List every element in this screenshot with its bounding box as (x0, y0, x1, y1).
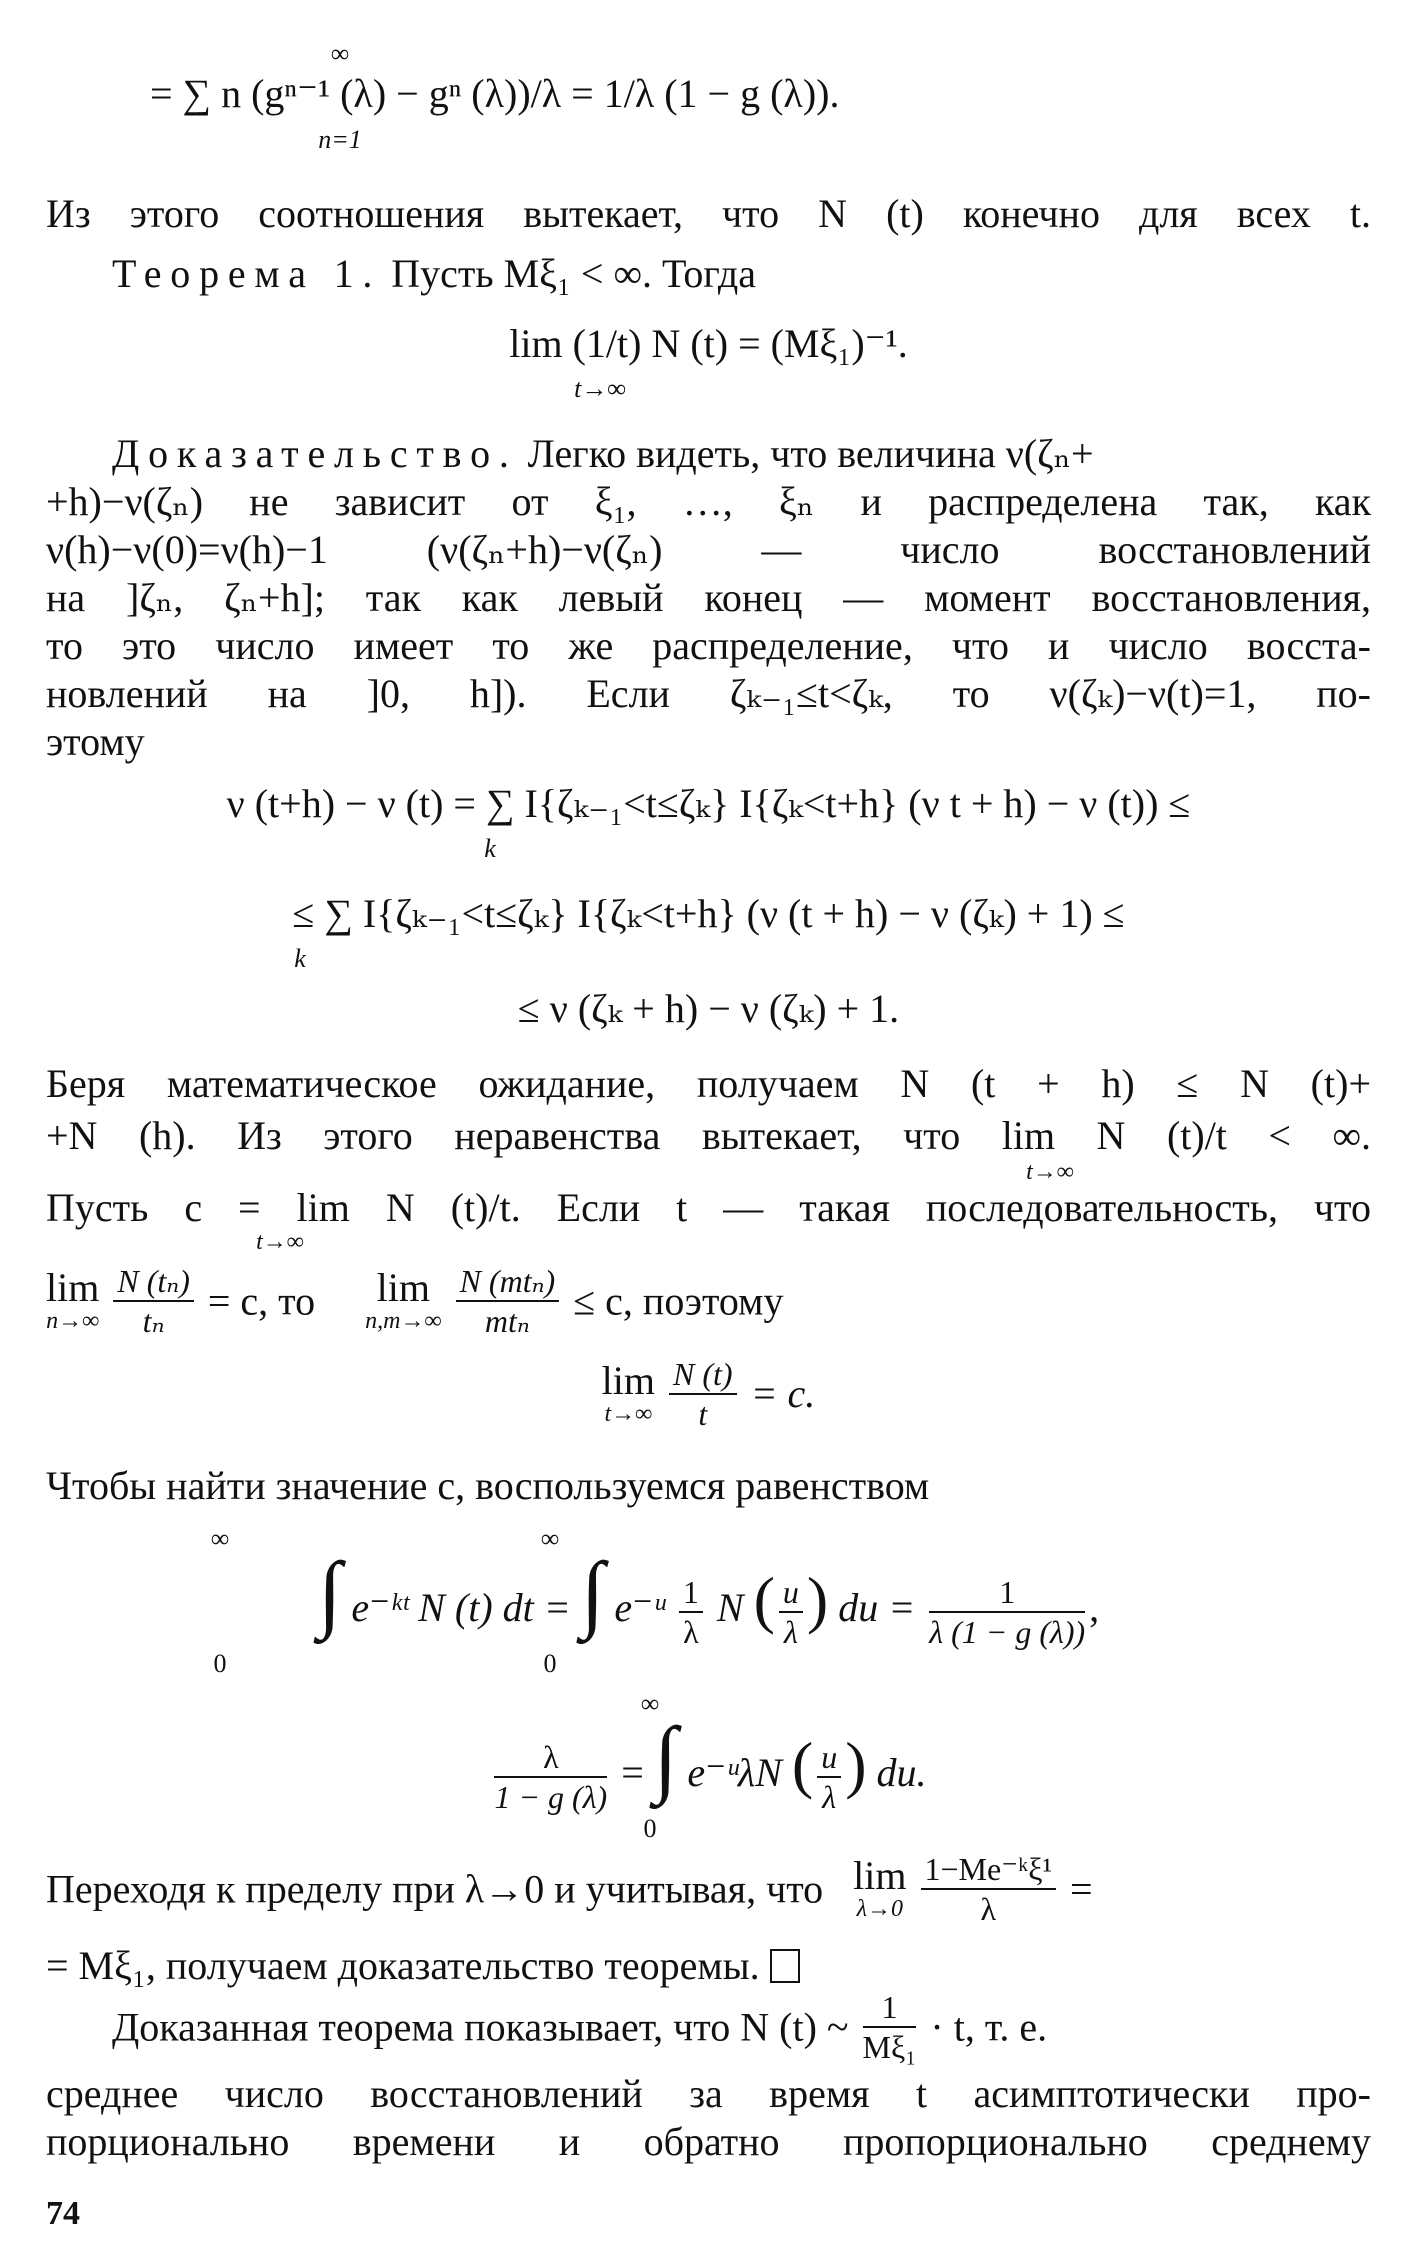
int1-upper: ∞ (210, 1524, 230, 1553)
lim-b-tail: ≤ c, поэтому (573, 1278, 784, 1324)
limit-c-formula: lim t→∞ $\frac{N (t)}{t}$ = c. (601, 1356, 816, 1432)
theorem-formula-sub: t→∞ (574, 374, 626, 403)
proof-line-5: то это число имеет то же распределение, что и число восста- (46, 623, 1371, 668)
proof-line-1 (112, 430, 1371, 477)
int1-lower: 0 (213, 1649, 227, 1678)
ineq-line-1: ν (t+h) − ν (t) = ∑ I{ζₖ₋₁<t≤ζₖ} I{ζₖ<t+h} (ν t + h) − ν (t)) ≤ (226, 781, 1191, 826)
proof-line-2: +h)−ν(ζₙ) не зависит от ξ₁, …, ξₙ и распределена так, как (46, 479, 1371, 524)
page-number: 74 (46, 2195, 80, 2232)
proof-line-7: этому (46, 719, 145, 764)
proof-text-1: Легко видеть, что величина ν(ζₙ+ (527, 431, 1094, 476)
limit-text-line-1: Переходя к пределу при λ→0 и учитывая, что lim λ→0 $\frac{\text{1−Me⁻ᵏξ¹}}{\lambda}$ = (46, 1851, 1093, 1927)
expect-line-2: +N (h). Из этого неравенства вытекает, что lim N (t)/t < ∞. (46, 1113, 1371, 1158)
lim-a: lim n→∞ (46, 1265, 100, 1334)
expect-lim-sub-2: t→∞ (256, 1229, 304, 1255)
find-c-text: Чтобы найти значение c, воспользуемся равенством (46, 1463, 930, 1508)
frac-a: $\frac{\text{N (tₙ)}}{\text{tₙ}}$ (113, 1262, 194, 1340)
frac-b: $\frac{\text{N (mtₙ)}}{\text{mtₙ}}$ (456, 1262, 560, 1340)
ineq-line-2: ≤ ∑ I{ζₖ₋₁<t≤ζₖ} I{ζₖ<t+h} (ν (t + h) − ν (ζₖ) + 1) ≤ (292, 891, 1125, 936)
proof-line-3: ν(h)−ν(0)=ν(h)−1 (ν(ζₙ+h)−ν(ζₙ) — число восстановлений (46, 527, 1371, 572)
proof-line-4: на ]ζₙ, ζₙ+h]; так как левый конец — момент восстановления, (46, 575, 1371, 620)
formula-sum-series: = ∑ n (gⁿ⁻¹ (λ) − gⁿ (λ))/λ = 1/λ (1 − g (λ)). (150, 71, 840, 116)
theorem-formula: lim (1/t) N (t) = (Mξ₁)⁻¹. (509, 321, 908, 366)
theorem-statement: Пусть Mξ₁ < ∞. Тогда (391, 251, 756, 296)
int2-upper: ∞ (540, 1524, 560, 1553)
conclusion-line-2: среднее число восстановлений за время t асимптотически про- (46, 2071, 1371, 2116)
limit-text-line-2: = Mξ₁, получаем доказательство теоремы. (46, 1942, 1371, 1989)
int2-lower: 0 (543, 1649, 557, 1678)
sum-upper-limit: ∞ (330, 39, 350, 68)
ineq-line-3: ≤ ν (ζₖ + h) − ν (ζₖ) + 1. (517, 986, 900, 1031)
conclusion-line-3: порционально времени и обратно пропорционально среднему (46, 2119, 1371, 2164)
lim-a-tail: = c, то (207, 1278, 316, 1324)
sum-lower-limit: n=1 (318, 125, 362, 154)
text-finite: Из этого соотношения вытекает, что N (t) конечно для всех t. (46, 191, 1371, 236)
theorem-line (112, 250, 1417, 297)
proof-line-6: новлений на ]0, h]). Если ζₖ₋₁≤t<ζₖ, то ν(ζₖ)−ν(t)=1, по- (46, 671, 1371, 716)
int3-lower: 0 (643, 1814, 657, 1843)
proof-label: Доказательство. (112, 431, 518, 476)
laplace-formula-1: ∫ e⁻ᵏᵗ N (t) dt = ∫ e⁻ᵘ $\frac{1}{\lambda}$ N ( $\frac{u}{\lambda}$ ) du = $\frac{1}{\lambda (1 - g (\lambda))}$ , (317, 1544, 1100, 1650)
ineq-sum-index-1: k (484, 834, 496, 863)
lim-b: lim n,m→∞ (365, 1265, 442, 1334)
limits-line (46, 1262, 1371, 1352)
ineq-sum-index-2: k (294, 944, 306, 973)
expect-lim-sub: t→∞ (1026, 1159, 1074, 1185)
expect-line-1: Беря математическое ожидание, получаем N (t + h) ≤ N (t)+ (46, 1061, 1371, 1106)
theorem-label: Теорема 1. (112, 251, 382, 296)
conclusion-line-1: Доказанная теорема показывает, что N (t) ~ $\frac{1}{\text{Mξ₁}}$ · t, т. е. (112, 1989, 1048, 2065)
int3-upper: ∞ (640, 1689, 660, 1718)
laplace-formula-2: $\frac{\lambda}{1 - g (\lambda)}$ = ∫ e⁻ᵘλN ( $\frac{u}{\lambda}$ ) du. (494, 1709, 927, 1815)
expect-line-3: Пусть c = lim N (t)/t. Если t — такая последовательность, что (46, 1185, 1371, 1230)
qed-square (770, 1949, 800, 1983)
